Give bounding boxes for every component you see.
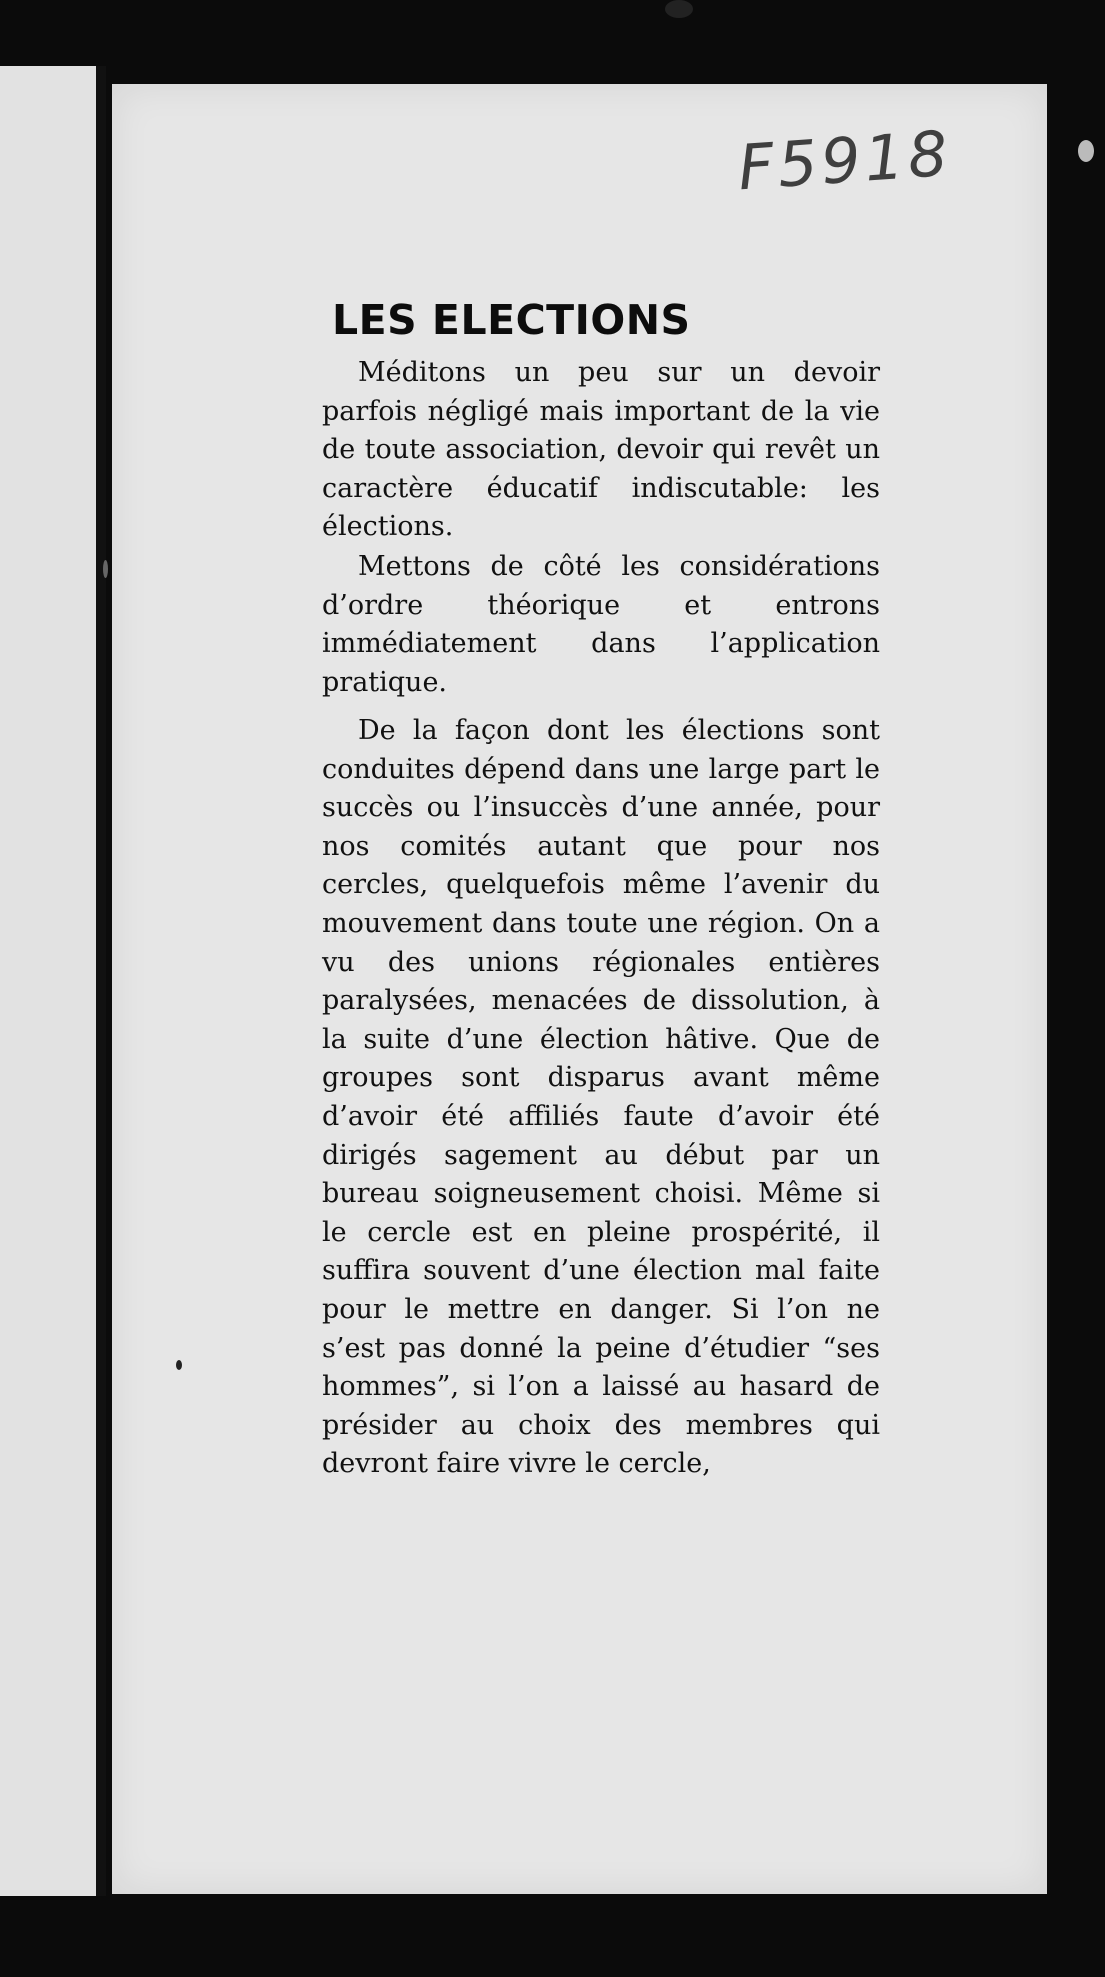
- paragraph-3: De la façon dont les élections sont conduites dépend dans une large part le succès ou l’insuccès d’une année, pour nos comités autant que pour nos cercles, quelquefois même l’avenir du mouvement dans toute une région. On a vu des unions régionales entières paralysées, menacées de dissolution, à la suite d’une élection hâtive. Que de groupes sont disparus avant même d’avoir été affiliés faute d’avoir été dirigés sagement au début par un bureau soigneusement choisi. Même si le cercle est en pleine prospérité, il suffira souvent d’une élection mal faite pour le mettre en danger. Si l’on ne s’est pas donné la peine d’étudier “ses hommes”, si l’on a laissé au hasard de présider au choix des membres qui devront faire vivre le cercle,: [322, 715, 880, 1480]
- scan-speck: [103, 560, 108, 578]
- scan-speck: [1078, 140, 1094, 162]
- page-title: LES ELECTIONS: [332, 296, 691, 344]
- paragraph-2: Mettons de côté les considérations d’ordre théorique et entrons immédiatement dans l’application pratique.: [322, 551, 880, 698]
- handwritten-reference: F5918: [735, 116, 954, 205]
- document-page: [112, 84, 1047, 1894]
- scan-speck: [665, 0, 693, 18]
- scan-speck: [176, 1360, 182, 1370]
- paragraph-1: Méditons un peu sur un devoir parfois négligé mais important de la vie de toute association, devoir qui revêt un caractère éducatif indiscutable: les élections.: [322, 357, 880, 543]
- adjacent-page-edge: [0, 66, 106, 1896]
